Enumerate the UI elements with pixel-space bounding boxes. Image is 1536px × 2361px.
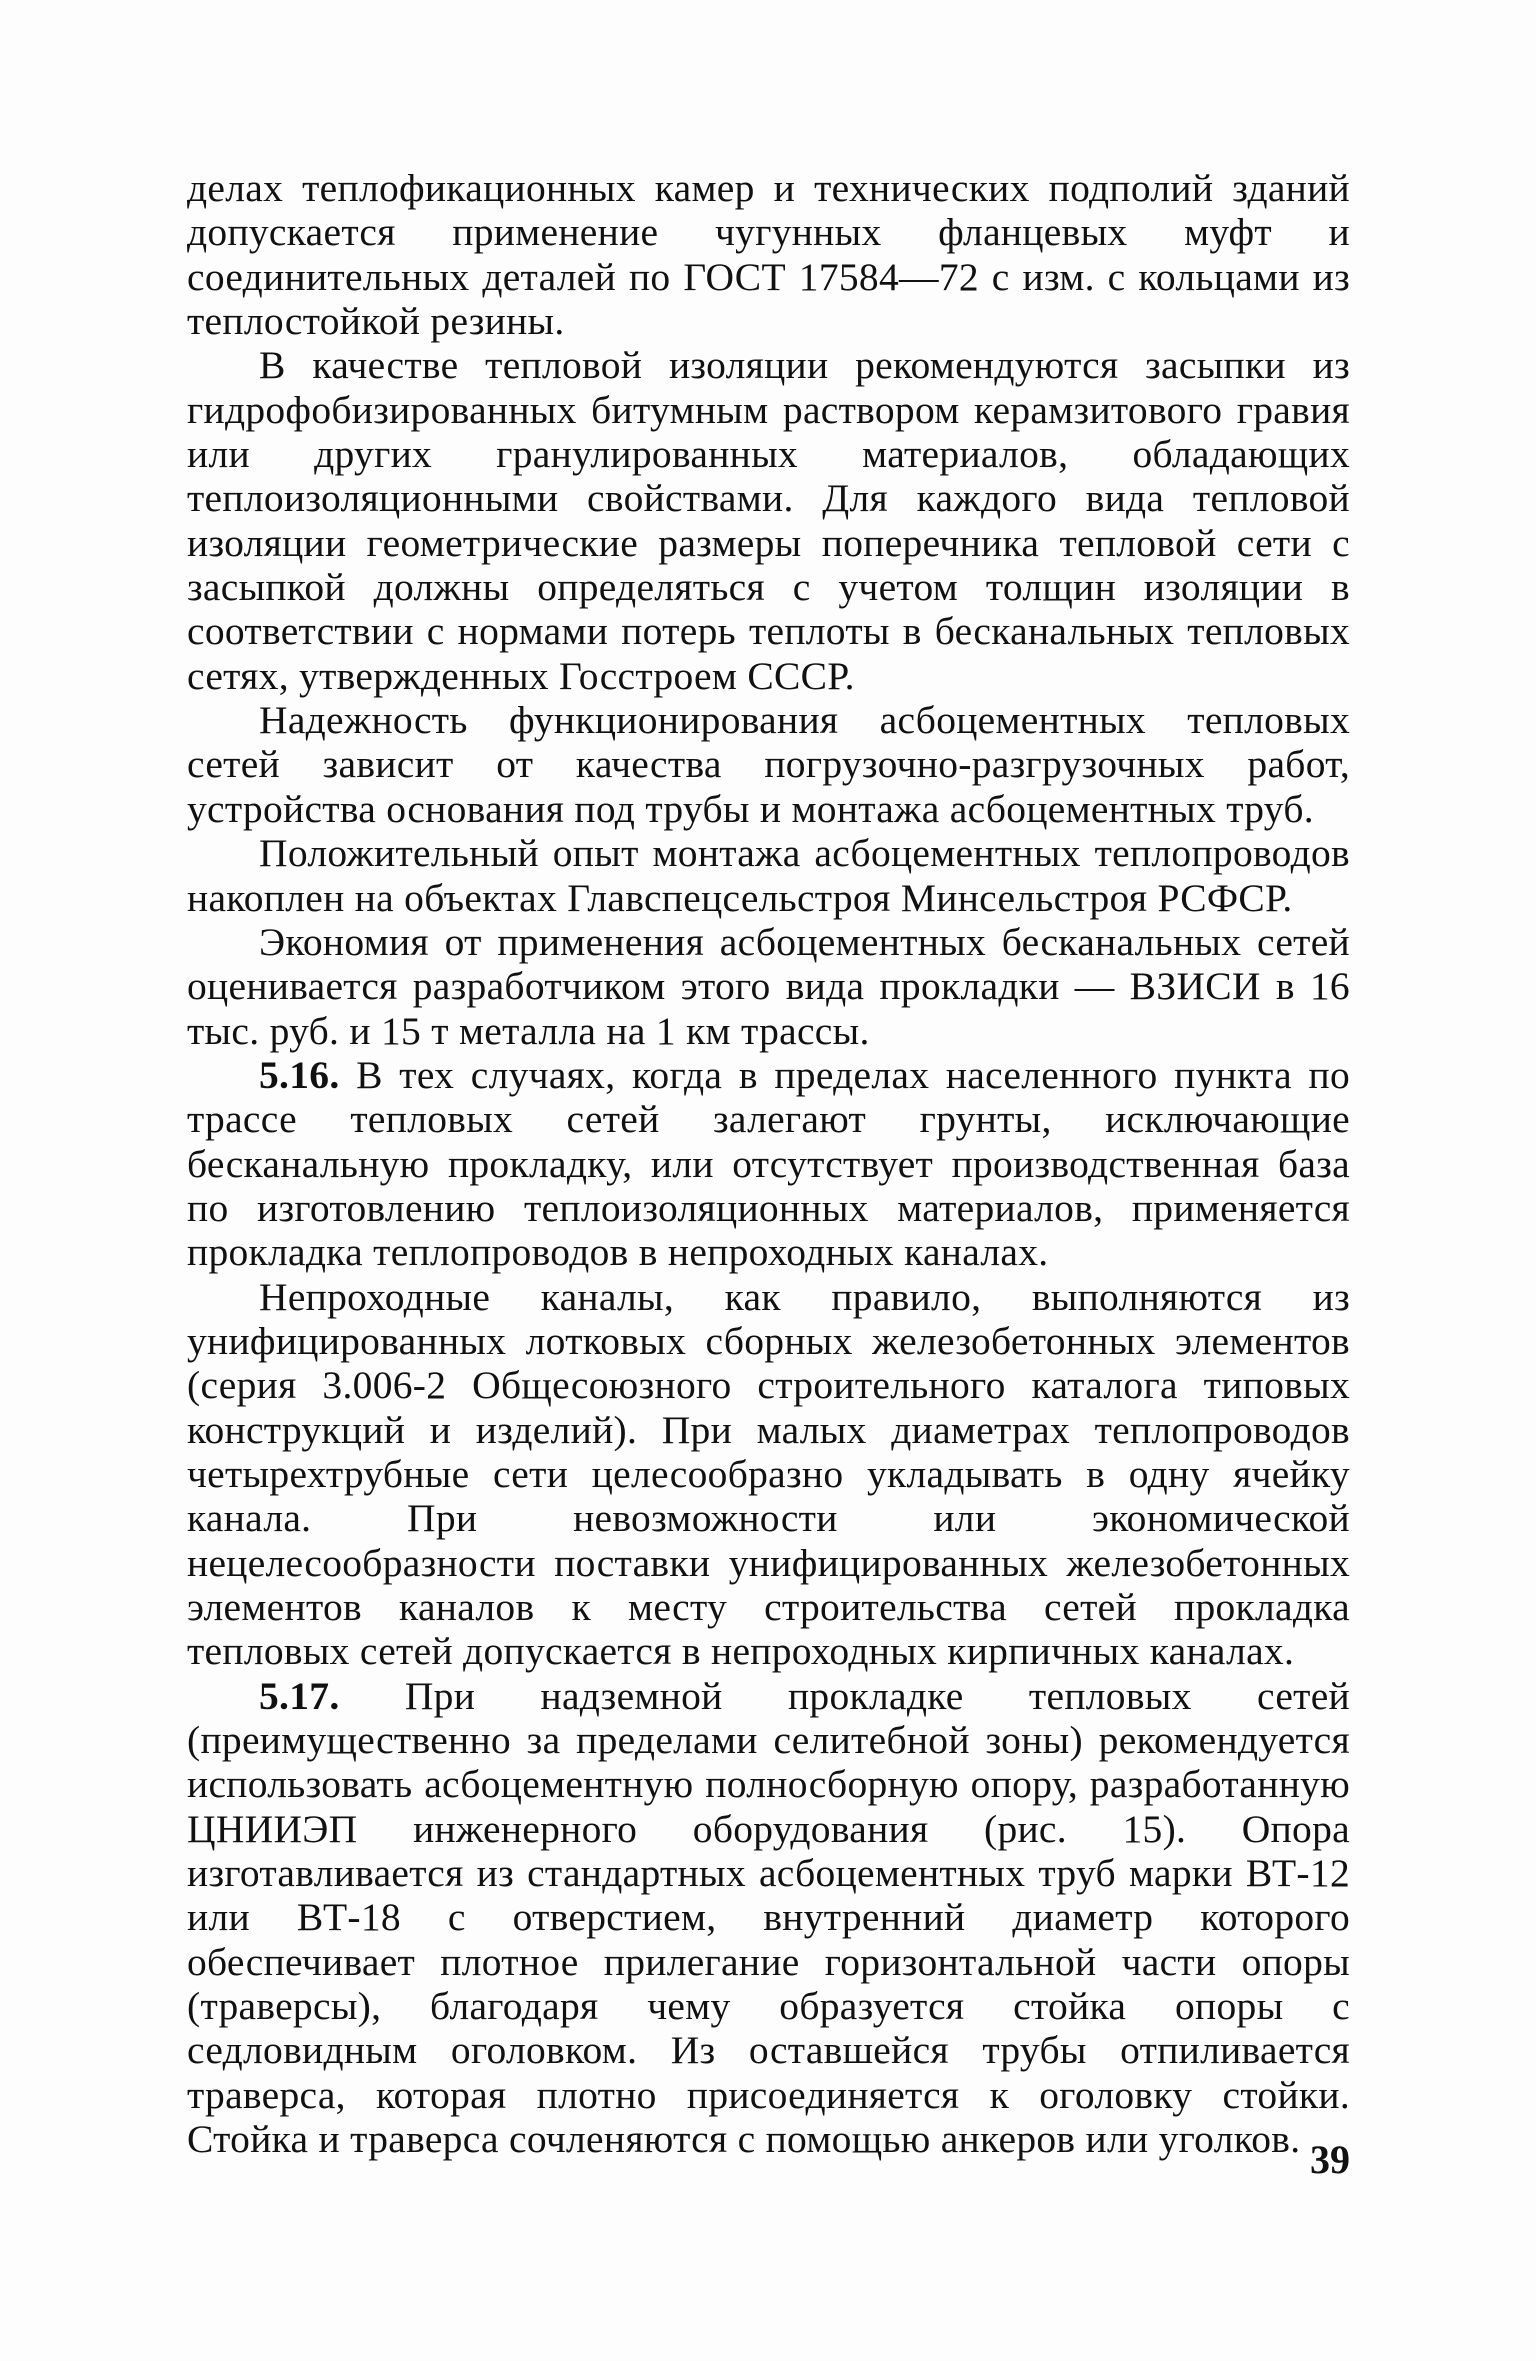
paragraph-reliability [187,698,1350,831]
paragraph-section-5-16 [187,1053,1350,1275]
page-number: 39 [1310,2137,1350,2182]
paragraph-text: Экономия от применения асбоцементных бесканальных сетей оценивается разработчиком этого вида прокладки — ВЗИСИ в 16 тыс. руб. и 15 т металла на 1 км трассы. [187,919,1350,1053]
paragraph-section-5-17 [187,1674,1350,2162]
paragraph-text: Положительный опыт монтажа асбоцементных теплопроводов накоплен на объектах Главспецсельстроя Минсельстроя РСФСР. [187,831,1350,920]
paragraph-text: В качестве тепловой изоляции рекомендуются засыпки из гидрофобизированных битумным раствором керамзитового гравия или других гранулированных материалов, обладающих теплоизоляционными свойствами. Для каждого вида тепловой изоляции геометрические размеры поперечника тепловой сети с засыпкой должны определяться с учетом толщин изоляции в соответствии с нормами потерь теплоты в бесканальных тепловых сетях, утвержденных Госстроем СССР. [187,343,1350,698]
paragraph-channels [187,1275,1350,1674]
paragraph-text: В тех случаях, когда в пределах населенного пункта по трассе тепловых сетей залегают грунты, исключающие бесканальную прокладку, или отсутствует производственная база по изготовлению теплоизоляционных материалов, применяется прокладка теплопроводов в непроходных каналах. [187,1052,1350,1275]
paragraph-text: При надземной прокладке тепловых сетей (преимущественно за пределами селитебной зоны) рекомендуется использовать асбоцементную полносборную опору, разработанную ЦНИИЭП инженерного оборудования (рис. 15). Опора изготавливается из стандартных асбоцементных труб марки ВТ-12 или ВТ-18 с отверстием, внутренний диаметр которого обеспечивает плотное прилегание горизонтальной части опоры (траверсы), благодаря чему образуется стойка опоры с седловидным оголовком. Из оставшейся трубы отпиливается траверса, которая плотно присоединяется к оголовку стойки. Стойка и траверса сочленяются с помощью анкеров или уголков. [187,1673,1350,2162]
paragraph-experience [187,831,1350,920]
paragraph-text: делах теплофикационных камер и технических подполий зданий допускается применение чугунных фланцевых муфт и соединительных деталей по ГОСТ 17584—72 с изм. с кольцами из теплостойкой резины. [187,166,1350,344]
paragraph-economy [187,920,1350,1053]
section-number: 5.17. [259,1673,340,1718]
paragraph-insulation [187,343,1350,698]
paragraph-text: Надежность функционирования асбоцементных тепловых сетей зависит от качества погрузочно-разгрузочных работ, устройства основания под трубы и монтажа асбоцементных труб. [187,698,1350,831]
paragraph-continued [187,166,1350,343]
body-text [187,166,1350,2161]
section-number: 5.16. [259,1052,340,1097]
paragraph-text: Непроходные каналы, как правило, выполняются из унифицированных лотковых сборных железобетонных элементов (серия 3.006-2 Общесоюзного строительного каталога типовых конструкций и изделий). При малых диаметрах теплопроводов четырехтрубные сети целесообразно укладывать в одну ячейку канала. При невозможности или экономической нецелесообразности поставки унифицированных железобетонных элементов каналов к месту строительства сетей прокладка тепловых сетей допускается в непроходных кирпичных каналах. [187,1274,1350,1674]
